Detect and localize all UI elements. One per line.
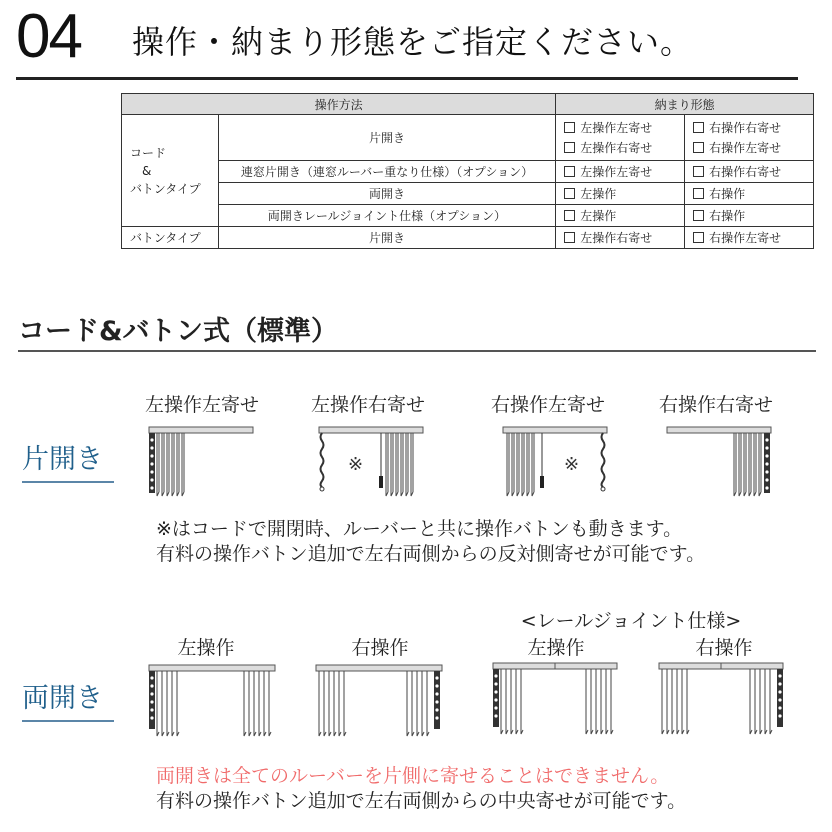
one-side-note-2: 有料の操作バトン追加で左右両側からの反対側寄せが可能です。 [156, 543, 706, 565]
type-amp: & [142, 163, 152, 178]
figure-caption: 左操作左寄せ [144, 394, 259, 416]
blind-illustration-right-right [666, 426, 776, 502]
options-left-cell [556, 205, 685, 227]
options-right-cell [685, 227, 814, 249]
option-label: 右操作左寄せ [709, 141, 782, 155]
option-label: 左操作右寄せ [580, 141, 653, 155]
rail-joint-caption: <レールジョイント仕様> [520, 610, 742, 632]
figure-caption: 左操作 [527, 637, 585, 659]
type-cell-baton: バトンタイプ [122, 227, 219, 249]
type-label: コード [130, 145, 167, 160]
figure-caption: 右操作 [351, 637, 409, 659]
svg-text:※: ※ [348, 454, 364, 475]
table-row [122, 115, 814, 161]
type-cell-cord-baton [122, 115, 219, 227]
table-header-row [122, 94, 814, 115]
method-cell: 片開き [218, 115, 556, 161]
options-right-cell [685, 161, 814, 183]
blind-illustration-left-left [148, 426, 258, 502]
checkbox[interactable] [564, 122, 575, 133]
option-label: 左操作左寄せ [580, 121, 653, 135]
header-installation-form: 納まり形態 [556, 94, 814, 115]
blind-illustration-joint-right [658, 662, 790, 744]
both-side-note: 有料の操作バトン追加で左右両側からの中央寄せが可能です。 [156, 790, 687, 812]
blind-illustration-right-left [502, 426, 612, 502]
option-label: 左操作 [580, 209, 617, 223]
checkbox[interactable] [564, 142, 575, 153]
section-divider [18, 350, 816, 352]
option-label: 左操作 [580, 187, 617, 201]
method-cell: 片開き [218, 227, 556, 249]
option-label: 左操作左寄せ [580, 165, 653, 179]
option-label: 右操作右寄せ [709, 121, 782, 135]
table-row [122, 183, 814, 205]
option-label: 右操作右寄せ [709, 165, 782, 179]
options-right-cell [685, 183, 814, 205]
table-row [122, 161, 814, 183]
option-label: 右操作 [709, 209, 746, 223]
checkbox[interactable] [693, 232, 704, 243]
checkbox[interactable] [693, 122, 704, 133]
figure-caption: 左操作 [177, 637, 235, 659]
one-side-label: 片開き [22, 444, 103, 475]
section-title: コード&バトン式（標準） [18, 316, 339, 347]
figure-caption: 左操作右寄せ [310, 394, 425, 416]
table-row [122, 227, 814, 249]
checkbox[interactable] [564, 210, 575, 221]
blind-illustration-both-right [315, 664, 447, 744]
type-label-2: バトンタイプ [130, 181, 201, 196]
table-row [122, 205, 814, 227]
checkbox[interactable] [564, 166, 575, 177]
checkbox[interactable] [693, 188, 704, 199]
blind-illustration-joint-left [492, 662, 624, 744]
checkbox[interactable] [564, 188, 575, 199]
checkbox[interactable] [693, 142, 704, 153]
header-operation-method: 操作方法 [122, 94, 556, 115]
step-number: 04 [16, 2, 81, 71]
method-cell: 両開き [218, 183, 556, 205]
options-left-cell [556, 115, 685, 161]
options-left-cell [556, 227, 685, 249]
blind-illustration-left-right [318, 426, 428, 502]
method-cell: 連窓片開き（連窓ルーバー重なり仕様）（オプション） [218, 161, 556, 183]
checkbox[interactable] [693, 166, 704, 177]
one-side-label-underline [22, 481, 114, 483]
option-label: 右操作左寄せ [709, 231, 782, 245]
operation-spec-table [121, 93, 814, 249]
blind-illustration-both-left [148, 664, 280, 744]
checkbox[interactable] [564, 232, 575, 243]
both-side-label: 両開き [22, 683, 103, 714]
options-right-cell [685, 205, 814, 227]
options-right-cell [685, 115, 814, 161]
figure-caption: 右操作右寄せ [658, 394, 773, 416]
svg-text:※: ※ [564, 454, 580, 475]
checkbox[interactable] [693, 210, 704, 221]
method-cell: 両開きレールジョイント仕様（オプション） [218, 205, 556, 227]
option-label: 左操作右寄せ [580, 231, 653, 245]
both-side-warning: 両開きは全てのルーバーを片側に寄せることはできません。 [156, 765, 670, 787]
options-left-cell [556, 183, 685, 205]
one-side-note-1: ※はコードで開閉時、ルーバーと共に操作バトンも動きます。 [156, 518, 683, 540]
figure-caption: 右操作左寄せ [490, 394, 605, 416]
figure-caption: 右操作 [695, 637, 753, 659]
page-title: 操作・納まり形態をご指定ください。 [132, 23, 694, 61]
header-divider [16, 77, 798, 80]
both-side-label-underline [22, 720, 114, 722]
option-label: 右操作 [709, 187, 746, 201]
options-left-cell [556, 161, 685, 183]
